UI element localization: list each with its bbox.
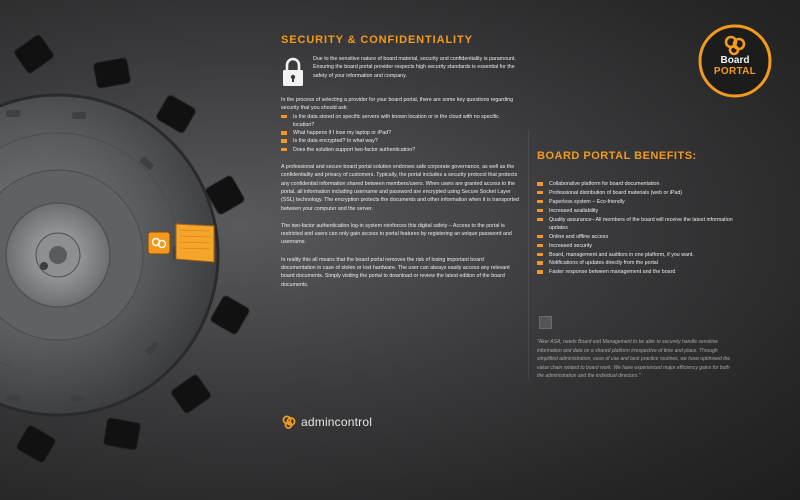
reality-paragraph: In reality this all means that the board portal removes the risk of losing important board documentation in case of stolen or lost hardware. The user can always easily access any relevant board documents. Simply visiting the portal to download or review the latest edition of the board documents. — [281, 256, 510, 288]
badge-line2: PORTAL — [713, 66, 757, 77]
solution-paragraph: A professional and secure board portal solution endorses safe corporate governance, as well as the confidentiality and privacy of customers. Typically, the portal includes a security protocol that protects any confidential information shared between members/users. When users are granted access to the portal, all information including username and password are encrypted using Secure Socket Layer (SSL) technology. The encryption protects the documents and other information when it is transported between your computer and the server. — [281, 164, 520, 212]
benefits-section — [537, 150, 737, 277]
lock-icon — [281, 57, 305, 87]
security-section — [281, 34, 519, 289]
chair — [103, 417, 141, 450]
list-item: Increased security — [537, 242, 737, 250]
admincontrol-logo-icon — [281, 414, 297, 430]
security-intro-text: Due to the sensitive nature of board material, security and confidentiality is paramount. Ensuring the board portal provider respects high security standards is essential for the safety of your information and company. — [313, 56, 516, 79]
boardroom-table-illustration — [0, 0, 280, 500]
two-factor-paragraph: The two-factor authentication log-in system reinforces this digital safety – Access to the portal is restricted and users can only gain access to portal features by registering an unique password and username. — [281, 222, 512, 246]
questions-intro-text: In the process of selecting a provider for your board portal, there are some key questions regarding security that you should ask: — [281, 97, 514, 112]
company-logo-icon — [539, 316, 552, 329]
list-item: Does the solution support two-factor authentication? — [281, 146, 519, 154]
chair — [170, 373, 212, 414]
security-questions-list — [281, 113, 519, 154]
chair — [15, 424, 57, 464]
list-item: Board, management and auditors in one platform, if you want. — [537, 251, 737, 259]
list-item: Paperless system – Eco-friendly — [537, 198, 737, 206]
chair — [210, 295, 251, 336]
benefits-list — [537, 180, 737, 277]
list-item: What happens if I lose my laptop or iPad? — [281, 129, 519, 137]
admincontrol-logo — [281, 414, 372, 430]
chair — [93, 57, 131, 89]
security-intro-block — [281, 55, 519, 87]
chair — [13, 33, 55, 74]
security-title: SECURITY & CONFIDENTIALITY — [281, 34, 473, 46]
list-item: Is the data encrypted? In what way? — [281, 137, 519, 145]
column-divider — [528, 130, 529, 380]
chair — [155, 94, 197, 134]
list-item: Professional distribution of board materials (web or iPad) — [537, 189, 737, 197]
list-item: Is the data stored on specific servers with known location or in the cloud with no specific location? — [281, 113, 519, 130]
list-item: Faster response between management and the board — [537, 268, 737, 276]
list-item: Increased availability — [537, 207, 737, 215]
list-item: Notifications of updates directly from the portal — [537, 259, 737, 267]
benefits-title: BOARD PORTAL BENEFITS: — [537, 150, 697, 162]
brand-name: admincontrol — [301, 415, 373, 429]
board-portal-badge — [698, 55, 772, 77]
badge-line1: Board — [720, 55, 750, 66]
list-item: Collaborative platform for board documentation — [537, 180, 737, 188]
list-item: Online and offline access — [537, 233, 737, 241]
list-item: Quality assurance– All members of the board will receive the latest information updates — [537, 216, 737, 233]
testimonial-quote: "Aker ASA, needs Board and Management to be able to securely handle sensitive information and data on a shared platform irrespective of time and place. Through simplified administration, ease of use and best practice routines, we have optimised the value chain related to board work. We have experienced major efficiency gains for both the administration and the individual directors." — [537, 339, 731, 379]
